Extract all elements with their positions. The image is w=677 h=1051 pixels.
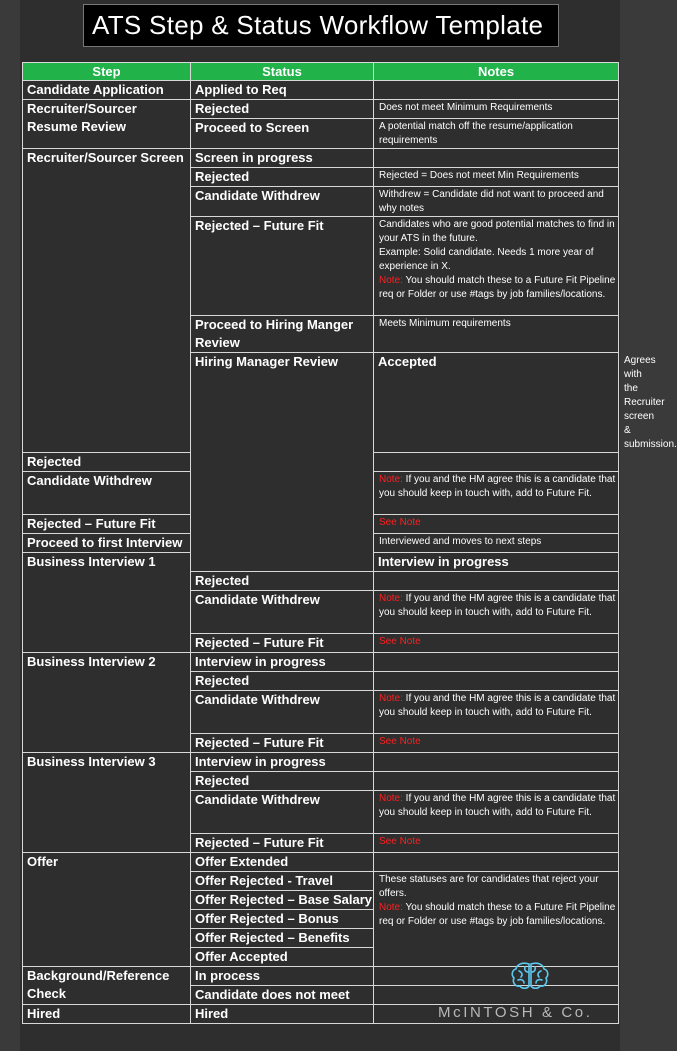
brain-icon [509,961,551,991]
status-cell: Candidate Withdrew [23,472,191,515]
status-cell: Candidate Withdrew [191,591,374,634]
status-cell: Rejected – Future Fit [191,734,374,753]
note-text: These statuses are for candidates that reject your offers. [379,874,599,899]
status-cell: Proceed to Screen [191,119,374,149]
note-text [379,901,618,929]
table-row [23,100,619,119]
notes-cell [374,986,619,1005]
step-cell: Business Interview 3 [23,753,191,853]
status-cell: Rejected – Future Fit [23,515,191,534]
see-note-cell: See Note [374,634,619,653]
notes-cell [374,672,619,691]
status-cell: Offer Rejected - Travel [191,872,374,891]
step-cell: Candidate Application [23,81,191,100]
notes-cell: Does not meet Minimum Requirements [374,100,619,119]
notes-cell: Withdrew = Candidate did not want to proceed and why notes [374,187,619,217]
status-cell: Hired [191,1005,374,1024]
notes-cell [374,81,619,100]
workflow-table [22,62,677,1024]
status-cell: Rejected [191,572,374,591]
notes-cell [374,653,619,672]
step-line: Check [27,986,67,1001]
status-cell: Rejected – Future Fit [191,634,374,653]
status-cell: Rejected [191,100,374,119]
notes-cell [374,772,619,791]
status-cell: Rejected – Future Fit [191,217,374,316]
note-label: Note: [379,793,403,804]
status-cell: Candidate Withdrew [191,187,374,217]
notes-cell [374,853,619,872]
notes-cell: Meets Minimum requirements [374,316,619,353]
title-banner [83,4,559,47]
status-cell: Offer Rejected – Benefits [191,929,374,948]
notes-cell [374,217,619,316]
status-cell: Rejected [191,772,374,791]
table-row [23,81,619,100]
status-cell: Proceed to first Interview [23,534,191,553]
note-label: Note: [379,275,403,286]
step-cell: Hiring Manager Review [191,353,374,572]
step-cell: Business Interview 2 [23,653,191,753]
status-cell: Rejected – Future Fit [191,834,374,853]
note-body: If you and the HM agree this is a candidate that you should keep in touch with, add to Future Fit. [379,593,616,618]
status-cell: Candidate does not meet [191,986,374,1005]
status-cell: Offer Rejected – Bonus [191,910,374,929]
status-cell: Applied to Req [191,81,374,100]
step-cell: Business Interview 1 [23,553,191,653]
header-status: Status [191,63,374,81]
see-note-cell: See Note [374,734,619,753]
step-cell: Hired [23,1005,191,1024]
note-body: You should match these to a Future Fit Pipeline req or Folder or use #tags by job families/locations. [379,275,616,300]
step-line: Recruiter/Sourcer [27,101,137,116]
step-line: Resume Review [27,119,126,134]
status-cell: Candidate Withdrew [191,691,374,734]
status-cell: Candidate Withdrew [191,791,374,834]
notes-cell [374,691,619,734]
note-body: If you and the HM agree this is a candidate that you should keep in touch with, add to Future Fit. [379,693,616,718]
status-cell: Interview in progress [191,753,374,772]
notes-cell [374,572,619,591]
note-label: Note: [379,902,403,913]
step-cell [23,967,191,1005]
see-note-cell: See Note [374,834,619,853]
notes-cell [374,453,619,472]
note-body: If you and the HM agree this is a candidate that you should keep in touch with, add to Future Fit. [379,474,616,499]
table-row [23,753,619,772]
notes-cell [374,791,619,834]
status-cell: Proceed to Hiring Manger Review [191,316,374,353]
note-body: You should match these to a Future Fit Pipeline req or Folder or use #tags by job families/locations. [379,902,616,927]
notes-cell: A potential match off the resume/application requirements [374,119,619,149]
brand-name: McINTOSH & Co. [438,1004,593,1021]
status-cell: Rejected [191,672,374,691]
notes-cell: Interviewed and moves to next steps [374,534,619,553]
table-row [23,149,619,168]
note-text: Example: Solid candidate. Needs 1 more year of experience in X. [379,247,594,272]
notes-cell [374,591,619,634]
notes-cell [374,149,619,168]
step-cell [23,100,191,149]
note-text [379,274,618,302]
status-cell: Offer Rejected – Base Salary [191,891,374,910]
status-cell: Interview in progress [191,653,374,672]
step-cell: Recruiter/Sourcer Screen [23,149,191,453]
status-cell: Offer Accepted [191,948,374,967]
table-row [23,853,619,872]
notes-cell [374,472,619,515]
status-cell: Rejected [191,168,374,187]
status-cell: Offer Extended [191,853,374,872]
table-row: Hiring Manager Review Accepted Agrees with the Recruiter screen & submission. [23,353,619,453]
step-cell: Offer [23,853,191,967]
status-cell: Rejected [23,453,191,472]
header-step: Step [23,63,191,81]
status-cell: Screen in progress [191,149,374,168]
see-note-cell: See Note [374,515,619,534]
page-title: ATS Step & Status Workflow Template [92,10,544,40]
table-row [23,653,619,672]
status-cell: In process [191,967,374,986]
note-label: Note: [379,593,403,604]
notes-cell [374,872,619,967]
note-body: If you and the HM agree this is a candidate that you should keep in touch with, add to Future Fit. [379,793,616,818]
note-label: Note: [379,693,403,704]
header-notes: Notes [374,63,619,81]
notes-cell: Rejected = Does not meet Min Requirements [374,168,619,187]
step-line: Background/Reference [27,968,170,983]
status-cell: Interview in progress [374,553,619,572]
notes-cell [374,967,619,986]
notes-cell [374,753,619,772]
table-header-row [23,63,619,81]
note-label: Note: [379,474,403,485]
note-text: Candidates who are good potential matches to find in your ATS in the future. [379,219,615,244]
status-cell: Accepted [374,353,619,453]
